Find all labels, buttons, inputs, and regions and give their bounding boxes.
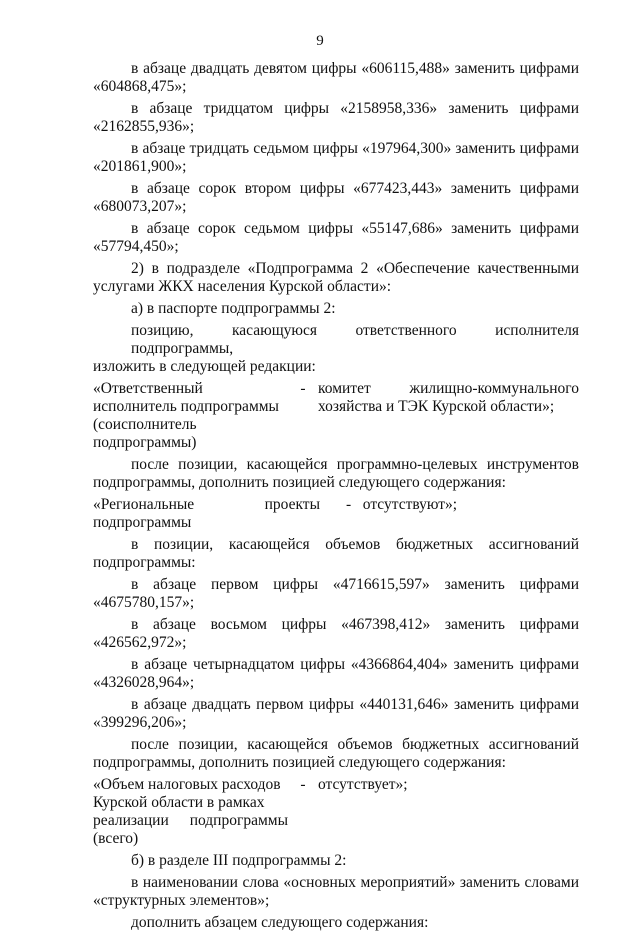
- paragraph-line: подпрограммы, дополнить позицией следующего содержания:: [93, 474, 506, 491]
- paragraph-line: «4675780,157»;: [93, 594, 195, 611]
- paragraph: [93, 140, 579, 176]
- paragraph-line: в абзаце двадцать первом цифры «440131,646» заменить цифрами: [131, 696, 579, 713]
- table-cell-line: отсутствует»;: [318, 776, 408, 793]
- paragraph-line: после позиции, касающейся объемов бюджетных ассигнований: [131, 736, 579, 753]
- paragraph-line: б) в разделе III подпрограммы 2:: [131, 852, 347, 869]
- table-cell-value: отсутствуют»;: [362, 496, 458, 513]
- paragraph-line: в абзаце восьмом цифры «467398,412» заменить цифрами: [131, 616, 579, 633]
- table-cell-line: исполнитель подпрограммы: [93, 398, 279, 415]
- paragraph-line: «680073,207»;: [93, 198, 187, 215]
- table-cell-line: реализации подпрограммы: [93, 812, 288, 829]
- table-cell-right: [320, 496, 579, 532]
- paragraph-line: позицию, касающуюся ответственного исполнителя подпрограммы,: [131, 322, 579, 357]
- paragraph: [93, 656, 579, 692]
- paragraph-line: «структурных элементов»;: [93, 892, 270, 909]
- paragraph-line: подпрограммы, дополнить позицией следующего содержания:: [93, 754, 506, 771]
- paragraph: [93, 220, 579, 256]
- paragraph-line: «399296,206»;: [93, 714, 187, 731]
- table-row-tax-expenditures: [93, 776, 579, 848]
- table-cell-right: [318, 380, 579, 452]
- paragraph-line: в позиции, касающейся объемов бюджетных ассигнований: [131, 536, 579, 553]
- paragraph: [93, 100, 579, 136]
- table-cell-line: (всего): [93, 830, 139, 847]
- paragraph-line: «2162855,936»;: [93, 118, 195, 135]
- paragraph-line: в абзаце тридцатом цифры «2158958,336» заменить цифрами: [131, 100, 579, 117]
- paragraph-line: «604868,475»;: [93, 78, 187, 95]
- paragraph-line: дополнить абзацем следующего содержания:: [131, 914, 429, 931]
- table-cell-right: [318, 776, 579, 848]
- table-cell-left: [93, 496, 320, 532]
- paragraph: [93, 852, 579, 870]
- table-cell-line: подпрограммы: [93, 514, 192, 531]
- paragraph: [93, 260, 579, 296]
- paragraph: [93, 536, 579, 572]
- paragraph-line: «57794,450»;: [93, 238, 179, 255]
- table-cell-left: [93, 380, 288, 452]
- paragraph: [93, 300, 579, 318]
- table-cell-line: «Объем налоговых расходов: [93, 776, 281, 793]
- table-cell-line: (соисполнитель: [93, 416, 197, 433]
- paragraph-line: в абзаце тридцать седьмом цифры «197964,300» заменить цифрами: [131, 140, 579, 157]
- paragraph-line: в абзаце первом цифры «4716615,597» заменить цифрами: [131, 576, 579, 593]
- paragraph-line: изложить в следующей редакции:: [93, 358, 316, 375]
- table-cell-line: комитет жилищно-коммунального: [318, 380, 579, 397]
- paragraph-line: в абзаце двадцать девятом цифры «606115,488» заменить цифрами: [131, 60, 579, 77]
- paragraph: [93, 180, 579, 216]
- table-cell-line: Курской области в рамках: [93, 794, 265, 811]
- table-cell-dash-glyph: -: [346, 496, 352, 513]
- paragraph: [93, 736, 579, 772]
- table-cell-line: [346, 496, 579, 514]
- table-cell-line: «Региональные проекты: [93, 496, 320, 513]
- paragraph: [93, 322, 579, 376]
- table-cell-dash: -: [300, 776, 306, 793]
- table-row-responsible-executor: [93, 380, 579, 452]
- table-cell-left: [93, 776, 288, 848]
- paragraph-line: услугами ЖКХ населения Курской области»:: [93, 278, 392, 295]
- paragraph: [93, 576, 579, 612]
- table-cell-line: «Ответственный: [93, 380, 203, 397]
- paragraph-line: в абзаце сорок втором цифры «677423,443» заменить цифрами: [131, 180, 579, 197]
- table-cell-line: подпрограммы): [93, 434, 197, 451]
- page-number: 9: [316, 33, 324, 49]
- paragraph-line: а) в паспорте подпрограммы 2:: [131, 300, 336, 317]
- document-body: [93, 60, 579, 936]
- paragraph: [93, 456, 579, 492]
- table-row-regional-projects: [93, 496, 579, 532]
- paragraph-line: «201861,900»;: [93, 158, 187, 175]
- paragraph-line: в абзаце четырнадцатом цифры «4366864,404» заменить цифрами: [131, 656, 579, 673]
- paragraph: [93, 60, 579, 96]
- paragraph-line: 2) в подразделе «Подпрограмма 2 «Обеспечение качественными: [131, 260, 579, 277]
- paragraph: [93, 696, 579, 732]
- paragraph-line: подпрограммы:: [93, 554, 196, 571]
- paragraph-line: «4326028,964»;: [93, 674, 195, 691]
- table-cell-line: хозяйства и ТЭК Курской области»;: [318, 398, 555, 415]
- table-cell-dash: -: [300, 380, 306, 397]
- paragraph-line: в наименовании слова «основных мероприятий» заменить словами: [131, 874, 579, 891]
- paragraph-line: «426562,972»;: [93, 634, 187, 651]
- paragraph: [93, 914, 579, 932]
- paragraph-line: после позиции, касающейся программно-целевых инструментов: [131, 456, 579, 473]
- paragraph-line: в абзаце сорок седьмом цифры «55147,686» заменить цифрами: [131, 220, 579, 237]
- paragraph: [93, 616, 579, 652]
